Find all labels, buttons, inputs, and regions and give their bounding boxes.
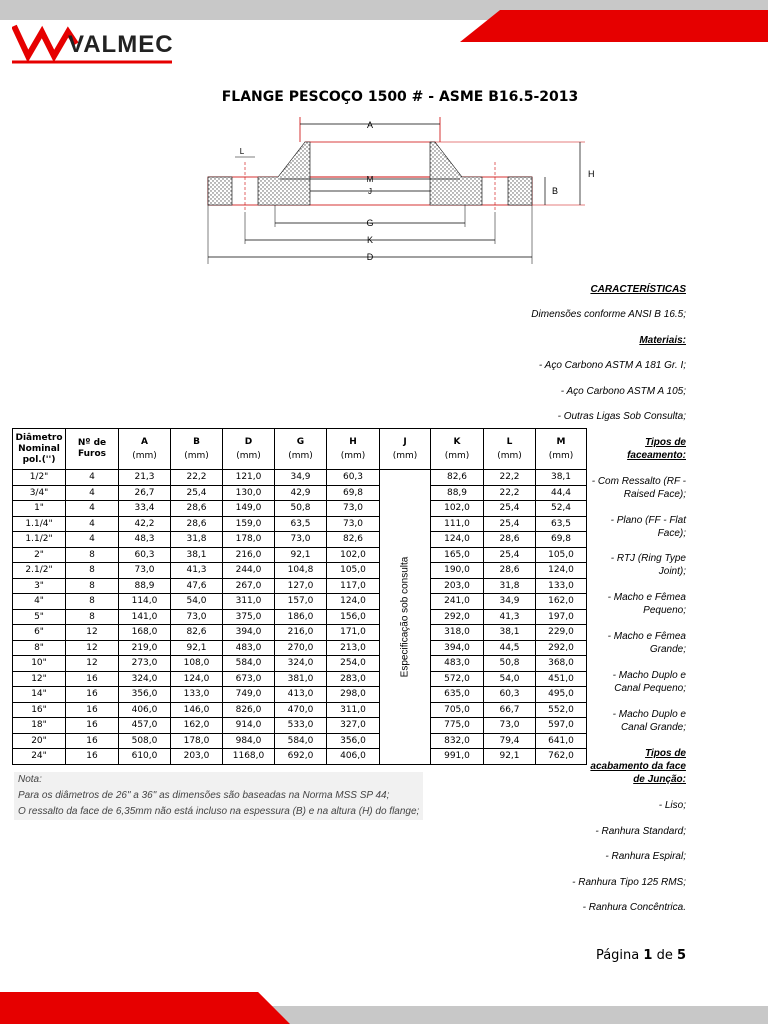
table-cell: 254,0 [327,656,380,672]
table-row [13,625,587,641]
table-cell: 186,0 [275,609,327,625]
dim-label-j: J [368,187,372,196]
table-cell: 12" [13,671,66,687]
table-cell: 1.1/2" [13,532,66,548]
table-cell: 375,0 [223,609,275,625]
table-cell: 584,0 [223,656,275,672]
table-cell: 133,0 [171,687,223,703]
top-red-banner [460,10,768,42]
table-cell: 394,0 [431,640,484,656]
column-header [223,429,275,470]
column-header [171,429,223,470]
table-cell: 38,1 [536,470,587,486]
table-cell: 203,0 [171,749,223,765]
page-number [596,948,686,963]
table-cell: 18" [13,718,66,734]
table-cell: 82,6 [171,625,223,641]
table-row [13,609,587,625]
table-cell: 117,0 [327,578,380,594]
table-row [13,702,587,718]
table-cell: 31,8 [484,578,536,594]
table-cell: 324,0 [275,656,327,672]
table-cell: 216,0 [223,547,275,563]
table-cell: 41,3 [171,563,223,579]
table-cell: 130,0 [223,485,275,501]
table-row [13,656,587,672]
table-cell: 311,0 [223,594,275,610]
column-header [13,429,66,470]
table-cell: 149,0 [223,501,275,517]
bottom-red-banner [0,992,290,1024]
table-cell: 16 [66,671,119,687]
table-cell: 6" [13,625,66,641]
table-row [13,532,587,548]
table-row [13,640,587,656]
finish-heading: Tipos de acabamento da face de Junção: [590,748,686,785]
table-cell: 165,0 [431,547,484,563]
table-cell: 219,0 [119,640,171,656]
table-cell: 483,0 [223,640,275,656]
table-cell: 406,0 [119,702,171,718]
material-item: - Aço Carbono ASTM A 181 Gr. I; [538,360,686,371]
facing-item: - Macho Duplo e Canal Pequeno; [612,670,686,694]
table-cell: 762,0 [536,749,587,765]
table-cell: 92,1 [171,640,223,656]
table-cell: 16 [66,702,119,718]
table-cell: 48,3 [119,532,171,548]
table-cell: 178,0 [223,532,275,548]
table-cell: 4 [66,485,119,501]
table-body [13,470,587,765]
table-cell: 413,0 [275,687,327,703]
dim-label-d: D [366,252,374,262]
table-cell: 22,2 [484,470,536,486]
table-cell: 584,0 [275,733,327,749]
table-cell: 241,0 [431,594,484,610]
column-header-unit: (mm) [444,450,470,461]
column-header-unit: (mm) [340,450,366,461]
notes-line: Para os diâmetros de 26" a 36" as dimensões são baseadas na Norma MSS SP 44; [18,790,390,801]
column-header [119,429,171,470]
column-header-label: Nº de Furos [77,438,107,459]
table-cell: 73,0 [484,718,536,734]
document-title: FLANGE PESCOÇO 1500 # - ASME B16.5-2013 [221,89,579,105]
column-header-label: K [453,436,461,447]
table-cell: 88,9 [119,578,171,594]
column-header [536,429,587,470]
page-total: 5 [676,948,686,963]
table-cell: 60,3 [484,687,536,703]
column-header-unit: (mm) [236,450,261,461]
material-item: - Aço Carbono ASTM A 105; [560,386,686,397]
notes-title: Nota: [18,774,42,785]
table-cell: 28,6 [484,563,536,579]
standard-text: Dimensões conforme ANSI B 16.5; [531,309,686,320]
table-row [13,718,587,734]
table-cell: 92,1 [275,547,327,563]
table-cell: 533,0 [275,718,327,734]
table-cell: 162,0 [171,718,223,734]
table-cell: 104,8 [275,563,327,579]
table-cell: 25,4 [484,547,536,563]
column-header-label: B [193,436,200,447]
column-header [327,429,380,470]
table-cell: 16 [66,718,119,734]
table-row [13,687,587,703]
table-cell: 270,0 [275,640,327,656]
table-cell: 203,0 [431,578,484,594]
table-cell: 495,0 [536,687,587,703]
table-cell: 82,6 [431,470,484,486]
table-cell: 216,0 [275,625,327,641]
table-cell: 22,2 [484,485,536,501]
table-cell: 50,8 [275,501,327,517]
table-cell: 28,6 [171,516,223,532]
table-row [13,671,587,687]
table-row [13,594,587,610]
table-cell: 146,0 [171,702,223,718]
column-header [275,429,327,470]
table-cell: 292,0 [431,609,484,625]
table-cell: 673,0 [223,671,275,687]
table-cell: 44,4 [536,485,587,501]
table-cell: 8 [66,578,119,594]
table-cell: 635,0 [431,687,484,703]
table-cell: 52,4 [536,501,587,517]
materials-heading: Materiais: [639,335,686,346]
column-header-label: J [403,436,407,447]
table-cell: 63,5 [275,516,327,532]
table-cell: 394,0 [223,625,275,641]
table-cell: 69,8 [536,532,587,548]
column-header [380,429,431,470]
dimensions-table [12,428,587,765]
page-current: 1 [643,948,653,963]
table-cell: 82,6 [327,532,380,548]
table-cell: 108,0 [171,656,223,672]
table-cell: 73,0 [327,516,380,532]
table-cell: 157,0 [275,594,327,610]
table-cell: 31,8 [171,532,223,548]
brand-name: VALMEC [68,31,174,58]
facing-item: - Com Ressalto (RF - Raised Face); [591,476,686,500]
column-header-unit: (mm) [497,450,522,461]
table-cell: 4" [13,594,66,610]
table-cell: 66,7 [484,702,536,718]
table-cell: 1.1/4" [13,516,66,532]
table-cell: 610,0 [119,749,171,765]
table-cell: 21,3 [119,470,171,486]
table-cell: 159,0 [223,516,275,532]
table-row [13,733,587,749]
facing-item: - RTJ (Ring Type Joint); [610,553,686,577]
material-item: - Outras Ligas Sob Consulta; [557,411,686,422]
table-cell: 28,6 [171,501,223,517]
table-cell: 168,0 [119,625,171,641]
table-cell: 381,0 [275,671,327,687]
table-cell: 190,0 [431,563,484,579]
table-cell: 914,0 [223,718,275,734]
table-row [13,749,587,765]
table-cell: 33,4 [119,501,171,517]
table-cell: 1168,0 [223,749,275,765]
table-cell: 34,9 [484,594,536,610]
table-cell: 16 [66,733,119,749]
dim-label-m: M [366,175,374,184]
table-row [13,470,587,486]
facing-item: - Macho Duplo e Canal Grande; [612,709,686,733]
flange-drawing [200,112,600,270]
table-cell: 42,2 [119,516,171,532]
table-cell: 24" [13,749,66,765]
dim-label-g: G [366,218,374,228]
table-cell: 16 [66,687,119,703]
table-row [13,578,587,594]
table-cell: 25,4 [484,516,536,532]
table-cell: 213,0 [327,640,380,656]
table-cell: 1/2" [13,470,66,486]
table-cell: 38,1 [484,625,536,641]
table-cell: 8 [66,594,119,610]
column-header-unit: (mm) [288,450,313,461]
table-cell: 171,0 [327,625,380,641]
table-cell: 3/4" [13,485,66,501]
column-header-label: M [556,436,566,447]
table-cell: 28,6 [484,532,536,548]
table-cell: 25,4 [484,501,536,517]
table-cell: 984,0 [223,733,275,749]
table-cell: 356,0 [327,733,380,749]
j-column-note-cell [380,470,431,765]
table-cell: 572,0 [431,671,484,687]
facing-item: - Plano (FF - Flat Face); [610,515,686,539]
table-cell: 105,0 [536,547,587,563]
table-cell: 267,0 [223,578,275,594]
facing-heading: Tipos de faceamento: [627,437,686,461]
table-cell: 4 [66,532,119,548]
table-cell: 298,0 [327,687,380,703]
dim-label-h: H [588,169,595,179]
table-cell: 12 [66,656,119,672]
table-cell: 1" [13,501,66,517]
table-cell: 47,6 [171,578,223,594]
table-cell: 178,0 [171,733,223,749]
j-column-note: Especificação sob consulta [399,556,411,678]
notes-line: O ressalto da face de 6,35mm não está incluso na espessura (B) e na altura (H) do flange; [18,806,420,817]
table-cell: 470,0 [275,702,327,718]
table-cell: 292,0 [536,640,587,656]
page-middle: de [656,948,673,963]
table-cell: 5" [13,609,66,625]
table-cell: 4 [66,501,119,517]
column-header-label: A [141,436,148,447]
table-cell: 88,9 [431,485,484,501]
table-cell: 73,0 [327,501,380,517]
notes-box [14,772,423,820]
column-header-label: G [296,436,305,447]
table-cell: 318,0 [431,625,484,641]
table-cell: 102,0 [431,501,484,517]
table-cell: 775,0 [431,718,484,734]
table-cell: 273,0 [119,656,171,672]
table-cell: 451,0 [536,671,587,687]
table-cell: 102,0 [327,547,380,563]
column-header-unit: (mm) [184,450,209,461]
table-cell: 16 [66,749,119,765]
table-cell: 141,0 [119,609,171,625]
table-cell: 69,8 [327,485,380,501]
table-cell: 54,0 [484,671,536,687]
table-cell: 60,3 [119,547,171,563]
table-cell: 8 [66,563,119,579]
table-cell: 34,9 [275,470,327,486]
table-cell: 4 [66,516,119,532]
column-header-label: D [244,436,253,447]
table-cell: 73,0 [119,563,171,579]
column-header-label: Diâmetro Nominal pol.('') [15,432,63,465]
table-cell: 311,0 [327,702,380,718]
table-cell: 42,9 [275,485,327,501]
table-cell: 114,0 [119,594,171,610]
table-cell: 641,0 [536,733,587,749]
table-cell: 50,8 [484,656,536,672]
table-cell: 38,1 [171,547,223,563]
facing-item: - Macho e Fêmea Grande; [607,631,686,655]
table-row [13,547,587,563]
finish-item: - Ranhura Espiral; [605,851,686,862]
table-cell: 368,0 [536,656,587,672]
table-cell: 73,0 [275,532,327,548]
table-cell: 3" [13,578,66,594]
table-cell: 356,0 [119,687,171,703]
table-row [13,516,587,532]
table-cell: 483,0 [431,656,484,672]
table-cell: 244,0 [223,563,275,579]
table-cell: 406,0 [327,749,380,765]
table-cell: 124,0 [536,563,587,579]
table-cell: 749,0 [223,687,275,703]
dim-label-l: L [239,147,245,156]
table-cell: 105,0 [327,563,380,579]
table-header [13,429,587,470]
table-cell: 12 [66,640,119,656]
column-header-label: L [506,436,513,447]
table-cell: 8 [66,609,119,625]
column-header-unit: (mm) [132,450,157,461]
dim-label-a: A [366,120,374,130]
table-cell: 826,0 [223,702,275,718]
table-cell: 10" [13,656,66,672]
finish-item: - Ranhura Standard; [595,826,686,837]
table-cell: 457,0 [119,718,171,734]
page-prefix: Página [595,948,640,963]
table-row [13,485,587,501]
table-cell: 597,0 [536,718,587,734]
table-cell: 133,0 [536,578,587,594]
dim-label-b: B [552,186,559,196]
table-cell: 156,0 [327,609,380,625]
table-cell: 121,0 [223,470,275,486]
table-cell: 283,0 [327,671,380,687]
table-cell: 124,0 [431,532,484,548]
table-cell: 2" [13,547,66,563]
table-cell: 16" [13,702,66,718]
table-cell: 197,0 [536,609,587,625]
finish-item: - Ranhura Concêntrica. [582,902,686,913]
table-cell: 229,0 [536,625,587,641]
table-cell: 111,0 [431,516,484,532]
table-cell: 41,3 [484,609,536,625]
table-cell: 14" [13,687,66,703]
table-cell: 63,5 [536,516,587,532]
table-cell: 25,4 [171,485,223,501]
table-cell: 327,0 [327,718,380,734]
table-cell: 60,3 [327,470,380,486]
characteristics-heading: CARACTERÍSTICAS [590,284,686,295]
table-cell: 26,7 [119,485,171,501]
finish-item: - Ranhura Tipo 125 RMS; [572,877,686,888]
finish-item: - Liso; [658,800,686,811]
column-header-unit: (mm) [548,450,574,461]
table-cell: 991,0 [431,749,484,765]
table-row [13,501,587,517]
facing-item: - Macho e Fêmea Pequeno; [607,592,686,616]
table-cell: 8 [66,547,119,563]
table-cell: 44,5 [484,640,536,656]
column-header [484,429,536,470]
table-row [13,563,587,579]
table-cell: 162,0 [536,594,587,610]
table-cell: 508,0 [119,733,171,749]
column-header [431,429,484,470]
table-cell: 79,4 [484,733,536,749]
table-cell: 4 [66,470,119,486]
table-cell: 92,1 [484,749,536,765]
table-cell: 832,0 [431,733,484,749]
column-header [66,429,119,470]
table-cell: 705,0 [431,702,484,718]
column-header-unit: (mm) [392,450,418,461]
table-cell: 73,0 [171,609,223,625]
table-cell: 8" [13,640,66,656]
column-header-label: H [349,436,357,447]
table-cell: 552,0 [536,702,587,718]
table-cell: 54,0 [171,594,223,610]
dim-label-k: K [366,235,374,245]
table-cell: 22,2 [171,470,223,486]
table-cell: 124,0 [171,671,223,687]
table-cell: 124,0 [327,594,380,610]
table-cell: 12 [66,625,119,641]
table-cell: 324,0 [119,671,171,687]
table-cell: 20" [13,733,66,749]
table-cell: 127,0 [275,578,327,594]
table-cell: 2.1/2" [13,563,66,579]
table-cell: 692,0 [275,749,327,765]
